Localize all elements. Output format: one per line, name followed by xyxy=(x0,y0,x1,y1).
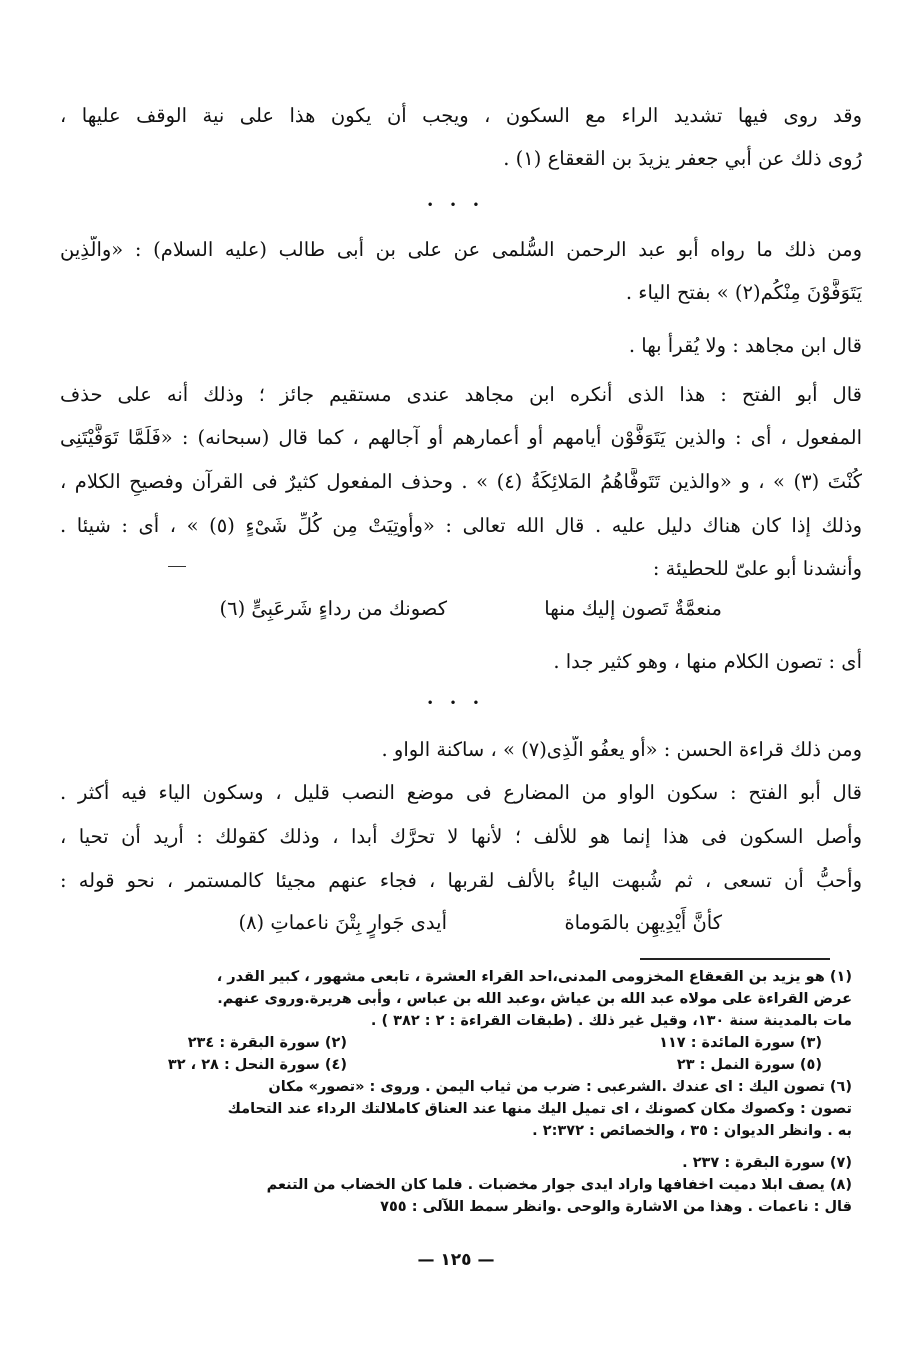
footnote-1-line-1: (١) هو يزيد بن القعقاع المخزومى المدنى،احد القراء العشرة ، تابعى مشهور ، كبير القدر ، xyxy=(216,969,852,985)
footnote-6-line-3: به . وانظر الديوان : ٣٥ ، والخصائص : ٢:٣٧٢ . xyxy=(532,1123,852,1139)
body-line-15: وأُحبُّ أن تسعى ، ثم شُبهت الياءُ بالألف لقربها ، فجاء عنهم مجيئا كالمستمر ، نحو قوله : xyxy=(60,869,862,892)
footnote-separator xyxy=(640,958,830,960)
verse-2-second-hemistich: أيدى جَوارٍ بِتْنَ ناعماتِ (٨) xyxy=(238,911,447,934)
verse-2-first-hemistich: كأنَّ أَيْدِيهِن بالمَوماة xyxy=(564,911,722,934)
body-line-11: أى : تصون الكلام منها ، وهو كثير جدا . xyxy=(553,650,862,673)
body-line-12: ومن ذلك قراءة الحسن : «أو يعفُو الَّذِى(٧) » ، ساكنة الواو . xyxy=(381,738,862,761)
body-line-4: يَتَوَفَّوْنَ مِنْكُم(٢) » بفتح الياء . xyxy=(625,281,862,304)
footnote-6-line-1: (٦) تصون اليك : اى عندك .الشرعبى : ضرب من ثياب اليمن . وروى : «تصور» مكان xyxy=(268,1079,852,1095)
body-line-5: قال ابن مجاهد : ولا يُقرأُ بها . xyxy=(628,334,862,357)
body-line-14: وأصل السكون فى هذا إنما هو للألف ؛ لأنها لا تحرَّك أبدا ، وذلك كقولك : أُريد أن تحيا ، xyxy=(60,825,862,848)
footnote-3: (٣) سورة المائدة : ١١٧ xyxy=(659,1035,822,1051)
body-line-6: قال أبو الفتح : هذا الذى أنكره ابن مجاهد عندى مستقيم جائز ؛ وذلك أنه على حذف xyxy=(60,383,862,406)
verse-1-second-hemistich: كصونك من رداءٍ شَرعَبِىٍّ (٦) xyxy=(219,597,447,620)
page-number: — ١٢٥ — xyxy=(417,1250,495,1270)
footnote-4: (٤) سورة النحل : ٢٨ ، ٣٢ xyxy=(167,1057,347,1073)
body-line-8: كُنْتَ (٣) » ، و «والذين تَتَوفَّاهُمُ المَلائِكَةُ (٤) » . وحذف المفعول كثيرٌ فى القرآن وفصيحِ الكلام ، xyxy=(60,470,862,493)
verse-1-first-hemistich: منعمَّةٌ تَصون إليك منها xyxy=(544,597,722,620)
body-line-13: قال أبو الفتح : سكون الواو من المضارع فى موضع النصب قليل ، وسكون الياء فيه أكثر . xyxy=(60,781,862,804)
footnote-1-line-2: عرض القراءة على مولاه عبد الله بن عياش ،وعبد الله بن عباس ، وأبى هريرة.وروى عنهم. xyxy=(217,991,852,1007)
body-line-7: المفعول ، أى : والذين يَتَوَفَّوْن أيامهم أو أعمارهم أو آجالهم ، كما قال (سبحانه) : «فَلَمَّا تَوَفَّيْتَنِى xyxy=(60,426,862,449)
footnote-8-line-2: قال : ناعمات . وهذا من الاشارة والوحى .وانظر سمط اللآلى : ٧٥٥ xyxy=(380,1199,852,1215)
stray-mark xyxy=(168,566,186,567)
footnote-1-line-3: مات بالمدينة سنة ١٣٠، وقيل غير ذلك . (طبقات القراءة : ٢ : ٣٨٢ ) . xyxy=(370,1013,852,1029)
body-line-3: ومن ذلك ما رواه أبو عبد الرحمن السُّلمى عن على بن أبى طالب (عليه السلام) : «والَّذِين xyxy=(60,238,862,261)
footnote-8-line-1: (٨) يصف ابلا دميت اخفافها واراد ايدى جوار مخضبات . فلما كان الخضاب من التنعم xyxy=(266,1177,852,1193)
section-separator: • • • xyxy=(426,198,486,212)
section-separator: • • • xyxy=(426,696,486,710)
footnote-6-line-2: تصون : وكصوك مكان كصونك ، اى تميل اليك منها عند العناق كاملالتك الرداء عند التحامك xyxy=(227,1101,852,1117)
body-line-2: رُوى ذلك عن أبي جعفر يزيدَ بن القعقاع (١) . xyxy=(503,147,862,170)
body-line-1: وقد روى فيها تشديد الراء مع السكون ، ويجب أن يكون هذا على نية الوقف عليها ، xyxy=(60,104,862,127)
footnote-5: (٥) سورة النمل : ٢٣ xyxy=(676,1057,822,1073)
footnote-7: (٧) سورة البقرة : ٢٣٧ . xyxy=(682,1155,852,1171)
body-line-10: وأنشدنا أبو علىّ للحطيئة : xyxy=(652,557,862,580)
footnote-2: (٢) سورة البقرة : ٢٣٤ xyxy=(187,1035,347,1051)
body-line-9: وذلك إذا كان هناك دليل عليه . قال الله تعالى : «وأُوتِيَتْ مِن كُلِّ شَىْءٍ (٥) » ، أى : شيئا . xyxy=(60,514,862,537)
